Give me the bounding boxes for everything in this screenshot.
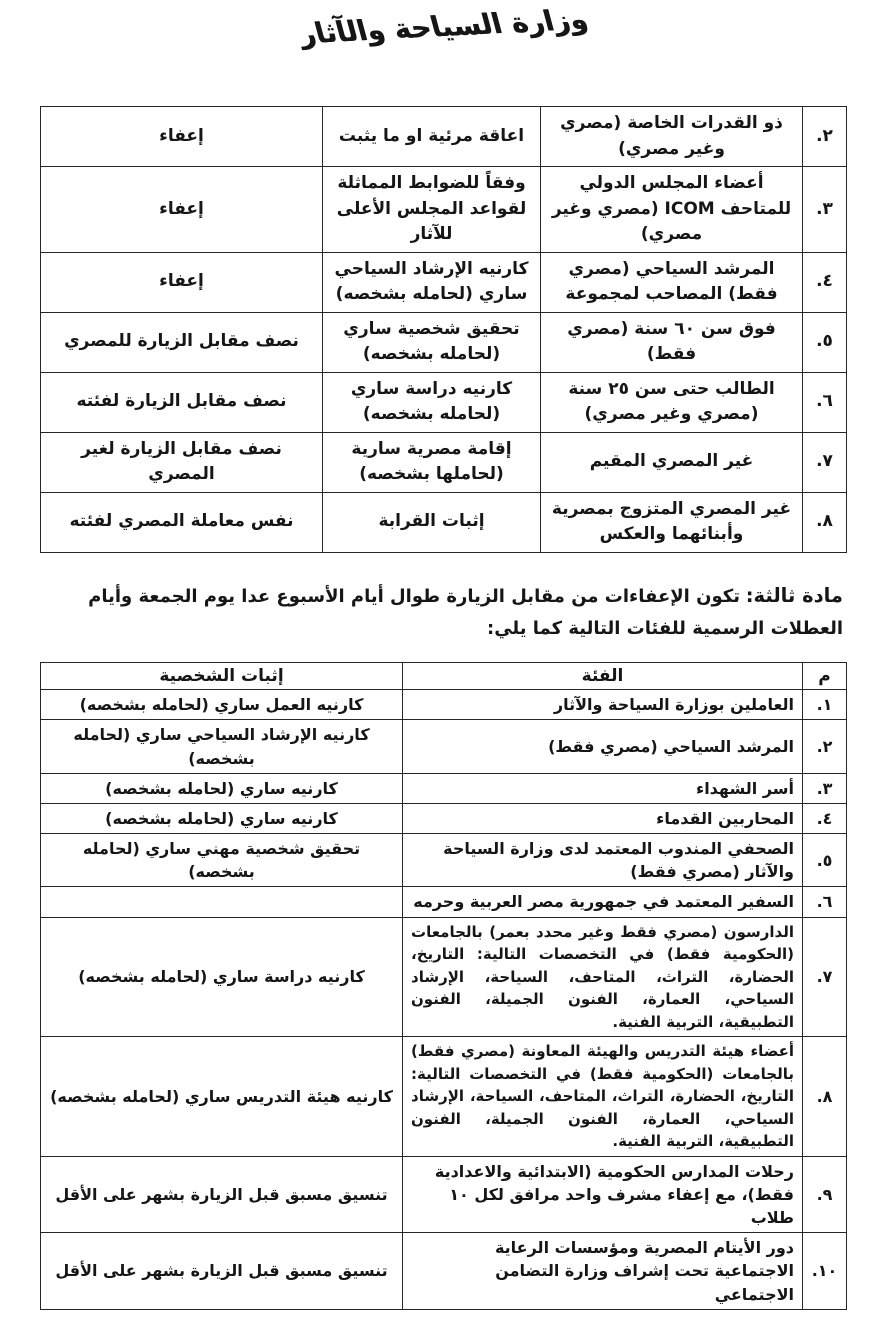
table-row <box>41 372 847 432</box>
row-number: ٥. <box>803 834 847 887</box>
article-body-text: تكون الإعفاءات من مقابل الزيارة طوال أيام الأسبوع عدا يوم الجمعة وأيام العطلات الرسمية للفئات التالية كما يلي: <box>88 585 843 639</box>
table-row <box>41 834 847 887</box>
exemption-cell: نصف مقابل الزيارة للمصري <box>41 312 323 372</box>
proof-cell: تنسيق مسبق قبل الزيارة بشهر على الأقل <box>41 1233 403 1310</box>
row-number: ٢. <box>803 720 847 773</box>
proof-cell: تنسيق مسبق قبل الزيارة بشهر على الأقل <box>41 1156 403 1233</box>
category-cell: المرشد السياحي (مصري فقط) <box>403 720 803 773</box>
proof-cell: كارنيه ساري (لحامله بشخصه) <box>41 773 403 803</box>
category-cell: أعضاء المجلس الدولي للمتاحف ICOM (مصري وغير مصري) <box>541 167 803 253</box>
article-three-paragraph <box>44 579 843 645</box>
proof-cell: كارنيه ساري (لحامله بشخصه) <box>41 803 403 833</box>
category-cell: غير المصري المتزوج بمصرية وأبنائهما والعكس <box>541 492 803 552</box>
proof-cell: كارنيه هيئة التدريس ساري (لحامله بشخصه) <box>41 1037 403 1157</box>
table-row <box>41 107 847 167</box>
exemption-cell: نصف مقابل الزيارة لفئته <box>41 372 323 432</box>
proof-cell: إقامة مصرية سارية (لحاملها بشخصه) <box>323 432 541 492</box>
header-category: الفئة <box>403 663 803 690</box>
row-number: ٧. <box>803 917 847 1037</box>
table-row <box>41 803 847 833</box>
category-cell: السفير المعتمد في جمهورية مصر العربية وحرمه <box>403 887 803 917</box>
proof-cell <box>41 887 403 917</box>
exemptions-table <box>40 106 847 553</box>
row-number: ٣. <box>803 773 847 803</box>
proof-cell: وفقاً للضوابط المماثلة لقواعد المجلس الأعلى للآثار <box>323 167 541 253</box>
table-row <box>41 252 847 312</box>
row-number: ٦. <box>803 887 847 917</box>
row-number: ٤. <box>803 803 847 833</box>
proof-cell: اعاقة مرئية او ما يثبت <box>323 107 541 167</box>
table-row <box>41 917 847 1037</box>
row-number: ١. <box>803 690 847 720</box>
proof-cell: كارنيه الإرشاد السياحي ساري (لحامله بشخصه) <box>41 720 403 773</box>
table-row <box>41 887 847 917</box>
exemption-cell: نصف مقابل الزيارة لغير المصري <box>41 432 323 492</box>
category-cell: أسر الشهداء <box>403 773 803 803</box>
row-number: ٨. <box>803 492 847 552</box>
table-row <box>41 1233 847 1310</box>
exemption-cell: نفس معاملة المصري لفئته <box>41 492 323 552</box>
category-cell: الدارسون (مصري فقط وغير محدد بعمر) بالجامعات (الحكومية فقط) في التخصصات التالية: التاريخ، الحضارة، التراث، المتاحف، السياحة، الإرشاد السياحي، العمارة، الفنون الجميلة، الفنون التطبيقية، التربية الفنية. <box>403 917 803 1037</box>
free-categories-table <box>40 662 847 1310</box>
ministry-letterhead <box>40 2 847 64</box>
category-cell: الصحفي المندوب المعتمد لدى وزارة السياحة والآثار (مصري فقط) <box>403 834 803 887</box>
table-row <box>41 1037 847 1157</box>
category-cell: المحاربين القدماء <box>403 803 803 833</box>
category-cell: أعضاء هيئة التدريس والهيئة المعاونة (مصري فقط) بالجامعات (الحكومية فقط) في التخصصات التالية: التاريخ، الحضارة، التراث، المتاحف، السياحة، الإرشاد السياحي، العمارة، الفنون الجميلة، الفنون التطبيقية، التربية الفنية. <box>403 1037 803 1157</box>
ministry-logo-calligraphy: وزارة السياحة والآثار <box>295 2 592 51</box>
row-number: ٥. <box>803 312 847 372</box>
table-row <box>41 492 847 552</box>
category-cell: المرشد السياحي (مصري فقط) المصاحب لمجموعة <box>541 252 803 312</box>
row-number: ٦. <box>803 372 847 432</box>
row-number: ٤. <box>803 252 847 312</box>
category-cell: الطالب حتى سن ٢٥ سنة (مصري وغير مصري) <box>541 372 803 432</box>
proof-cell: كارنيه الإرشاد السياحي ساري (لحامله بشخصه) <box>323 252 541 312</box>
table-row <box>41 773 847 803</box>
category-cell: دور الأيتام المصرية ومؤسسات الرعاية الاجتماعية تحت إشراف وزارة التضامن الاجتماعي <box>403 1233 803 1310</box>
table-row <box>41 432 847 492</box>
exemption-cell: إعفاء <box>41 167 323 253</box>
table-row <box>41 690 847 720</box>
article-label: مادة ثالثة: <box>745 583 843 607</box>
proof-cell: تحقيق شخصية ساري (لحامله بشخصه) <box>323 312 541 372</box>
table-row <box>41 312 847 372</box>
category-cell: العاملين بوزارة السياحة والآثار <box>403 690 803 720</box>
row-number: ٢. <box>803 107 847 167</box>
row-number: ٧. <box>803 432 847 492</box>
table-header-row <box>41 663 847 690</box>
category-cell: رحلات المدارس الحكومية (الابتدائية والاعدادية فقط)، مع إعفاء مشرف واحد مرافق لكل ١٠ طلاب <box>403 1156 803 1233</box>
proof-cell: إثبات القرابة <box>323 492 541 552</box>
row-number: ٨. <box>803 1037 847 1157</box>
header-number: م <box>803 663 847 690</box>
exemption-cell: إعفاء <box>41 252 323 312</box>
category-cell: فوق سن ٦٠ سنة (مصري فقط) <box>541 312 803 372</box>
proof-cell: كارنيه العمل ساري (لحامله بشخصه) <box>41 690 403 720</box>
exemption-cell: إعفاء <box>41 107 323 167</box>
row-number: ٣. <box>803 167 847 253</box>
table-row <box>41 167 847 253</box>
proof-cell: كارنيه دراسة ساري (لحامله بشخصه) <box>41 917 403 1037</box>
category-cell: ذو القدرات الخاصة (مصري وغير مصري) <box>541 107 803 167</box>
header-proof: إثبات الشخصية <box>41 663 403 690</box>
proof-cell: تحقيق شخصية مهني ساري (لحامله بشخصه) <box>41 834 403 887</box>
row-number: ١٠. <box>803 1233 847 1310</box>
row-number: ٩. <box>803 1156 847 1233</box>
table-row <box>41 1156 847 1233</box>
proof-cell: كارنيه دراسة ساري (لحامله بشخصه) <box>323 372 541 432</box>
category-cell: غير المصري المقيم <box>541 432 803 492</box>
table-row <box>41 720 847 773</box>
